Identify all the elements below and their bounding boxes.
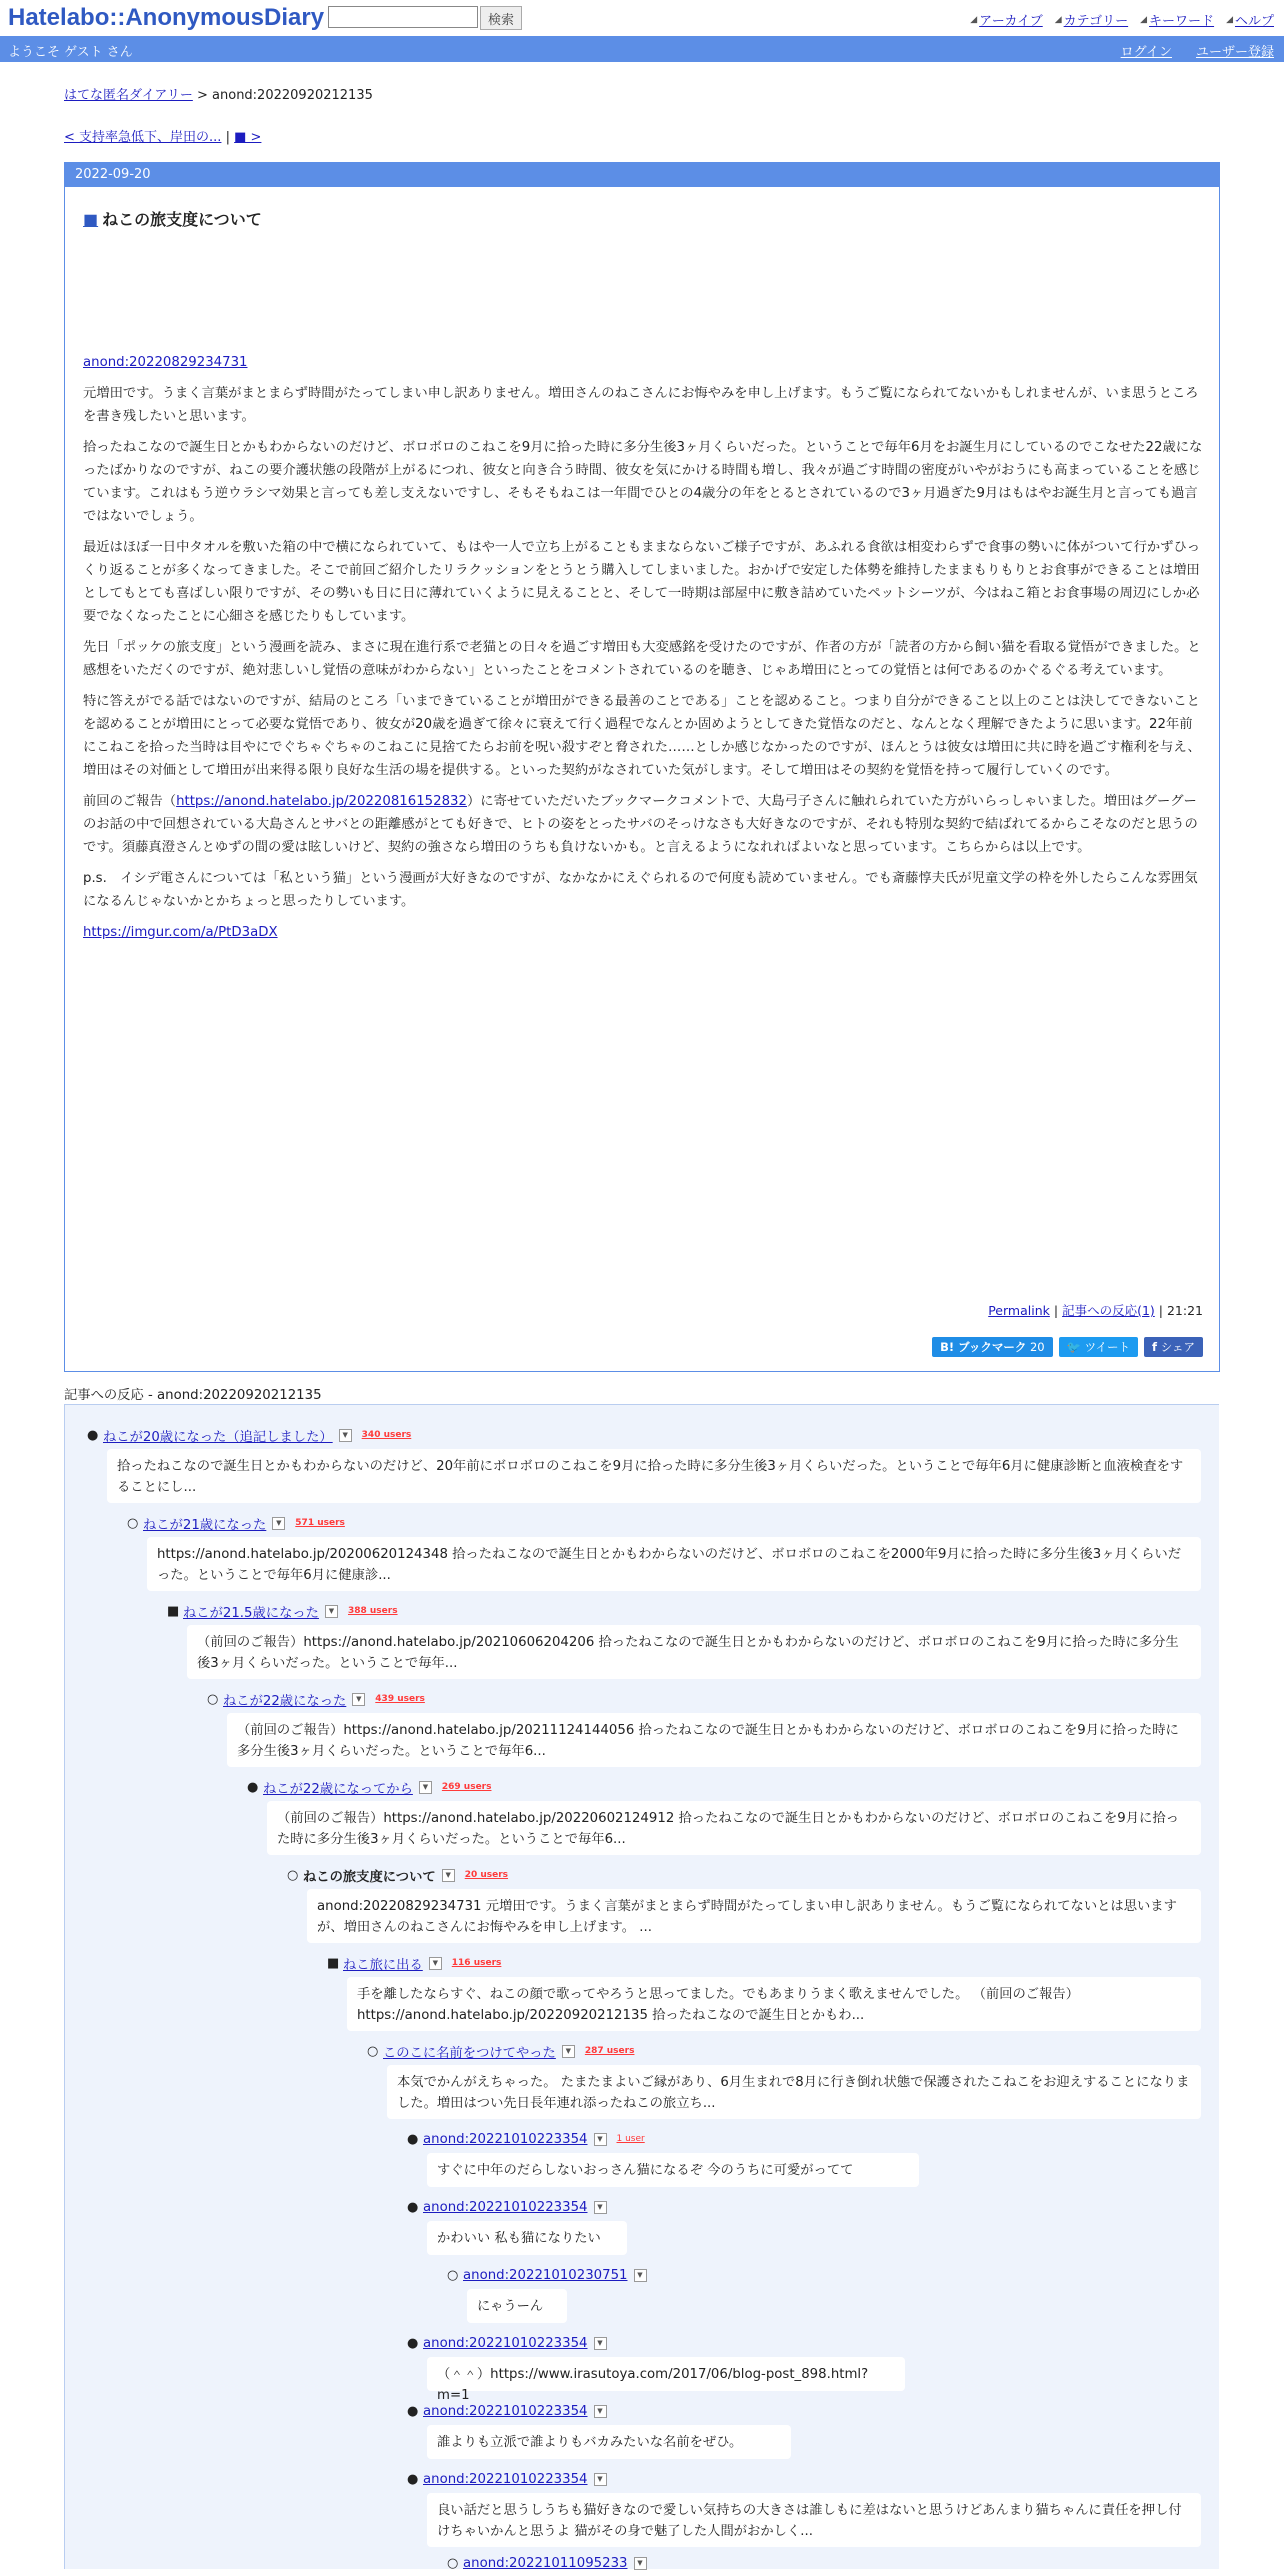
bullet-icon: ●: [87, 1427, 99, 1443]
reaction-excerpt: https://anond.hatelabo.jp/20200620124348 拾ったねこなので誕生日とかもわからないのだけど、ボロボロのこねこを2000年9月に拾った時に多分生後3ヶ月くらいだった。ということで毎年6月に健康診...: [147, 1537, 1201, 1591]
reaction-title-link[interactable]: anond:20221011095233: [463, 2555, 628, 2571]
article-title: [83, 207, 262, 230]
reaction-item: [407, 2333, 607, 2353]
reaction-excerpt: すぐに中年のだらしないおっさん猫になるぞ 今のうちに可愛がってて: [427, 2153, 919, 2187]
pager-sep: |: [225, 130, 230, 145]
breadcrumb-home[interactable]: はてな匿名ダイアリー: [64, 88, 193, 103]
article-footer: [988, 1301, 1203, 1319]
bookmark-users-badge[interactable]: 340 users: [361, 1430, 412, 1440]
reaction-excerpt: 本気でかんがえちゃった。 たまたまよいご縁があり、6月生まれで8月に行き倒れ状態で保護されたこねこをお迎えすることになりました。増田はつい先日長年連れ添ったねこの旅立ち...: [387, 2065, 1201, 2119]
chevron-down-icon[interactable]: ▼: [634, 2557, 647, 2570]
reaction-title-link[interactable]: anond:20221010230751: [463, 2267, 628, 2283]
share-buttons: [932, 1337, 1203, 1357]
next-entry-link[interactable]: ■ >: [234, 130, 262, 145]
top-bar: [0, 0, 1284, 36]
triangle-icon: ◢: [1226, 14, 1233, 25]
reaction-title-link[interactable]: ねこが21歳になった: [143, 1517, 267, 1533]
bookmark-users-badge[interactable]: 269 users: [441, 1782, 492, 1792]
article-paragraph: 先日「ポッケの旅支度」という漫画を読み、まさに現在進行系で老猫との日々を過ごす増田も大変感銘を受けたのですが、作者の方が「読者の方から飼い猫を看取る覚悟ができました。と感想をいただくのですが、絶対悲しいし覚悟の意味がわからない」といったことをコメントされているのを聴き、じゃあ増田にとっての覚悟とは何であるのかぐるぐる考えています。: [83, 640, 1201, 678]
chevron-down-icon[interactable]: ▼: [429, 1957, 442, 1970]
site-logo[interactable]: Hatelabo::AnonymousDiary: [8, 4, 325, 31]
footer-sep: |: [1053, 1303, 1059, 1318]
bookmark-users-badge[interactable]: 1 user: [616, 2134, 645, 2144]
reaction-title-link[interactable]: ねこが22歳になった: [223, 1693, 347, 1709]
reaction-excerpt: 誰よりも立派で誰よりもバカみたいな名前をぜひ。: [427, 2425, 791, 2459]
article-paragraph: 拾ったねこなので誕生日とかもわからないのだけど、ボロボロのこねこを9月に拾った時に多分生後3ヶ月くらいだった。ということで毎年6月をお誕生月にしているのでこなせた22歳になったばかりなのですが、ねこの要介護状態の段階が上がるにつれ、彼女と向き合う時間、彼女を気にかける時間も増し、我々が過ごす時間の密度がいやがおうにも高まっていることを感じています。これはもう逆ウラシマ効果と言っても差し支えないですし、そもそもねこは一年間でひとの4歳分の年をとるとされているので3ヶ月過ぎた9月はもはやお誕生月と言っても過言ではないでしょう。: [83, 440, 1203, 524]
previous-report-link[interactable]: https://anond.hatelabo.jp/20220816152832: [176, 794, 467, 809]
bullet-icon: ●: [247, 1779, 259, 1795]
user-bar: [0, 36, 1284, 62]
responses-link[interactable]: 記事への反応(1): [1062, 1303, 1155, 1318]
reaction-item: [167, 1601, 398, 1621]
bookmark-users-badge[interactable]: 388 users: [347, 1606, 398, 1616]
reaction-title-link[interactable]: anond:20221010223354: [423, 2131, 588, 2147]
twitter-icon: 🐦: [1066, 1340, 1081, 1354]
prev-entry-link[interactable]: < 支持率急低下、岸田の...: [64, 130, 222, 145]
chevron-down-icon[interactable]: ▼: [339, 1429, 352, 1442]
chevron-down-icon[interactable]: ▼: [634, 2269, 647, 2282]
bullet-icon: ■: [327, 1955, 340, 1971]
reaction-title-link[interactable]: このこに名前をつけてやった: [383, 2045, 556, 2061]
breadcrumb: [64, 84, 373, 103]
bullet-icon: ●: [407, 2471, 419, 2487]
reaction-title-link[interactable]: ねこが20歳になった（追記しました）: [103, 1429, 333, 1445]
login-link[interactable]: ログイン: [1120, 45, 1172, 60]
reaction-excerpt: （前回のご報告）https://anond.hatelabo.jp/20210606204206 拾ったねこなので誕生日とかもわからないのだけど、ボロボロのこねこを9月に拾った時に多分生後3ヶ月くらいだった。ということで毎年...: [187, 1625, 1201, 1679]
reaction-item: [407, 2197, 607, 2217]
bullet-icon: ○: [287, 1867, 299, 1883]
tweet-button[interactable]: [1059, 1337, 1138, 1357]
reaction-item: [407, 2469, 607, 2489]
search-button[interactable]: 検索: [480, 6, 522, 30]
reaction-title-link[interactable]: anond:20221010223354: [423, 2199, 588, 2215]
reaction-item: [447, 2553, 647, 2573]
article-paragraph: 最近はほぼ一日中タオルを敷いた箱の中で横になられていて、もはや一人で立ち上がることもままならないご様子ですが、あふれる食欲は相変わらずで食事の勢いに体がついて行かずひっくり返ることが多くなってきました。そこで前回ご紹介したリラクッションをとうとう購入してしまいました。おかげで安定した体勢を維持したままもりもりとお食事ができることは増田としてもとても喜ばしい限りですが、その勢いも日に日に薄れていくように見えることと、そして一時期は部屋中に敷き詰めていたペットシーツが、今はねこ箱とお食事場の周辺にしか必要でなくなったことに心細さを感じたりもしています。: [83, 540, 1201, 624]
reaction-excerpt: 拾ったねこなので誕生日とかもわからないのだけど、20年前にボロボロのこねこを9月に拾った時に多分生後3ヶ月くらいだった。ということで毎年6月に健康診断と血液検査をすることにし...: [107, 1449, 1201, 1503]
chevron-down-icon[interactable]: ▼: [594, 2201, 607, 2214]
paragraph-text: ）に寄せていただいたブックマークコメントで、大島弓子さんに触れられていた方がいらっしゃいました。増田はグーグーのお話の中で回想されている大島さんとサバとの距離感がとても好きで、ヒトの姿をとったサバのそっけなさも大好きなのですが、それも特別な契約で結ばれてるからこそなのだと思うのです。須藤真澄さんとゆずの間の愛は眩しいけど、契約の強さなら増田のうちも負けないかも。と言えるようになれればよいなと思っています。こちらからは以上です。: [83, 794, 1198, 855]
bullet-icon: ○: [447, 2555, 459, 2571]
imgur-link[interactable]: https://imgur.com/a/PtD3aDX: [83, 925, 278, 940]
chevron-down-icon[interactable]: ▼: [594, 2337, 607, 2350]
reaction-item: [447, 2265, 647, 2285]
bookmark-users-badge[interactable]: 571 users: [295, 1518, 345, 1528]
reaction-title-link[interactable]: ねこが21.5歳になった: [183, 1605, 319, 1621]
reaction-excerpt: （＾＾）https://www.irasutoya.com/2017/06/blog-post_898.html?m=1: [427, 2357, 905, 2391]
reaction-title-link[interactable]: anond:20221010223354: [423, 2471, 588, 2487]
reference-link[interactable]: anond:20220829234731: [83, 355, 248, 370]
reactions-tree: [64, 1404, 1219, 2569]
reaction-excerpt: （前回のご報告）https://anond.hatelabo.jp/20220602124912 拾ったねこなので誕生日とかもわからないのだけど、ボロボロのこねこを9月に拾った時に多分生後3ヶ月くらいだった。ということで毎年6...: [267, 1801, 1201, 1855]
article-date: 2022-09-20: [65, 163, 1219, 187]
bookmark-users-badge[interactable]: 116 users: [451, 1958, 502, 1968]
bullet-icon: ●: [407, 2335, 419, 2351]
reaction-excerpt: （前回のご報告）https://anond.hatelabo.jp/20211124144056 拾ったねこなので誕生日とかもわからないのだけど、ボロボロのこねこを9月に拾った時に多分生後3ヶ月くらいだった。ということで毎年6...: [227, 1713, 1201, 1767]
chevron-down-icon[interactable]: ▼: [442, 1869, 455, 1882]
bookmark-users-badge[interactable]: 20 users: [464, 1870, 509, 1880]
reaction-item-current: [287, 1865, 508, 1885]
bullet-icon: ■: [167, 1603, 180, 1619]
reaction-item: [327, 1953, 501, 1973]
bullet-icon: ○: [447, 2267, 459, 2283]
hb-label: B! ブックマーク: [940, 1340, 1027, 1354]
facebook-share-button[interactable]: [1144, 1337, 1203, 1357]
reaction-title-link[interactable]: anond:20221010223354: [423, 2403, 588, 2419]
reaction-excerpt: 手を離したならすぐ、ねこの顔で歌ってやろうと思ってました。でもあまりうまく歌えませんでした。 （前回のご報告）https://anond.hatelabo.jp/20220920212135 拾ったねこなので誕生日とかもわ...: [347, 1977, 1201, 2031]
article-paragraph: 特に答えがでる話ではないのですが、結局のところ「いまできていることが増田ができる最善のことである」ことを認めること。つまり自分ができること以上のことは決してできないことを認めることが増田にとって必要な覚悟であり、彼女が20歳を過ぎて徐々に衰えて行く過程でなんとか固めようとしてきた覚悟なのだと、なんとなく理解できたように思います。22年前にこねこを拾った当時は目やにでぐちゃぐちゃのこねこに見捨てたらお前を呪い殺すぞと脅された……としか感じなかったのですが、ほんとうは彼女は増田に共に時を過ごす権利を与え、増田はその対価として増田が出来得る限り良好な生活の場を提供する。といった契約がなされていた気がします。そして増田はその契約を覚悟を持って履行していくのです。: [83, 694, 1201, 778]
reaction-item: [127, 1513, 345, 1533]
hb-count: 20: [1029, 1340, 1045, 1354]
reaction-excerpt: 良い話だと思うしうちも猫好きなので愛しい気持ちの大きさは誰しもに差はないと思うけどあんまり猫ちゃんに責任を押し付けちゃいかんと思うよ 猫がその身で魅了した人間がおかしく...: [427, 2493, 1201, 2547]
share-label: シェア: [1160, 1340, 1195, 1354]
reaction-item: [87, 1425, 411, 1445]
paragraph-text: 前回のご報告（: [83, 794, 177, 809]
facebook-icon: f: [1152, 1340, 1158, 1354]
register-link[interactable]: ユーザー登録: [1195, 45, 1274, 60]
welcome-text: ようこそ ゲスト さん: [8, 45, 133, 60]
reaction-item: [407, 2129, 645, 2149]
bullet-icon: ●: [407, 2131, 419, 2147]
hatena-bookmark-button[interactable]: [932, 1337, 1053, 1357]
bullet-icon: ○: [127, 1515, 139, 1531]
reaction-item: [247, 1777, 491, 1797]
chevron-down-icon[interactable]: ▼: [352, 1693, 365, 1706]
chevron-down-icon[interactable]: ▼: [325, 1605, 338, 1618]
chevron-down-icon[interactable]: ▼: [562, 2045, 575, 2058]
reaction-title-link[interactable]: ねこが22歳になってから: [263, 1781, 413, 1797]
chevron-down-icon[interactable]: ▼: [272, 1517, 285, 1530]
bookmark-users-badge[interactable]: 287 users: [584, 2046, 635, 2056]
help-link[interactable]: ヘルプ: [1234, 14, 1274, 29]
bullet-icon: ●: [407, 2403, 419, 2419]
title-square-link[interactable]: ■: [83, 210, 99, 229]
article-title-text: ねこの旅支度について: [102, 210, 262, 229]
breadcrumb-current: anond:20220920212135: [212, 88, 373, 103]
tweet-label: ツイート: [1084, 1340, 1131, 1354]
triangle-icon: ◢: [1140, 14, 1148, 25]
bookmark-users-badge[interactable]: 439 users: [375, 1694, 425, 1704]
footer-sep: |: [1158, 1303, 1163, 1318]
article-paragraph: 元増田です。うまく言葉がまとまらず時間がたってしまい申し訳ありません。増田さんのねこさんにお悔やみを申し上げます。もうご覧になられてないかもしれませんが、いま思うところを書き残したいと思います。: [83, 386, 1199, 424]
reaction-excerpt: にゃうーん: [467, 2289, 567, 2323]
archive-link[interactable]: アーカイブ: [979, 14, 1043, 29]
search-input[interactable]: [328, 6, 478, 28]
chevron-down-icon[interactable]: ▼: [594, 2133, 607, 2146]
chevron-down-icon[interactable]: ▼: [594, 2473, 607, 2486]
reaction-item: [207, 1689, 425, 1709]
reaction-item: [367, 2041, 634, 2061]
article-paragraph: [83, 790, 1203, 859]
category-link[interactable]: カテゴリー: [1063, 14, 1129, 29]
triangle-icon: ◢: [1054, 14, 1062, 25]
reaction-title-current: ねこの旅支度について: [303, 1869, 436, 1885]
reaction-excerpt: かわいい 私も猫になりたい: [427, 2221, 627, 2255]
article-paragraph: p.s. イシデ電さんについては「私という猫」という漫画が大好きなのですが、なかなかにえぐられるので何度も読めていません。でも斎藤惇夫氏が児童文学の枠を外したらこんな雰囲気になるんじゃないかとかちょっと思ったりしています。: [83, 871, 1198, 909]
bullet-icon: ●: [407, 2199, 419, 2215]
permalink[interactable]: Permalink: [988, 1303, 1050, 1318]
chevron-down-icon[interactable]: ▼: [419, 1781, 432, 1794]
article: [64, 162, 1220, 1372]
reactions-header: 記事への反応 - anond:20220920212135: [64, 1388, 322, 1403]
chevron-down-icon[interactable]: ▼: [594, 2405, 607, 2418]
reaction-title-link[interactable]: anond:20221010223354: [423, 2335, 588, 2351]
bullet-icon: ○: [367, 2043, 379, 2059]
triangle-icon: ◢: [970, 14, 978, 25]
post-time: 21:21: [1166, 1303, 1203, 1318]
reaction-excerpt: anond:20220829234731 元増田です。うまく言葉がまとまらず時間がたってしまい申し訳ありません。もうご覧になられてないとは思いますが、増田さんのねこさんにお悔やみを申し上げます。 ...: [307, 1889, 1201, 1943]
reaction-item: [407, 2401, 607, 2421]
reaction-title-link[interactable]: ねこ旅に出る: [343, 1957, 423, 1973]
keyword-link[interactable]: キーワード: [1149, 14, 1215, 29]
article-body: [83, 351, 1203, 952]
bullet-icon: ○: [207, 1691, 219, 1707]
breadcrumb-sep: >: [196, 88, 208, 103]
pager: [64, 126, 261, 145]
top-links: [970, 10, 1274, 29]
